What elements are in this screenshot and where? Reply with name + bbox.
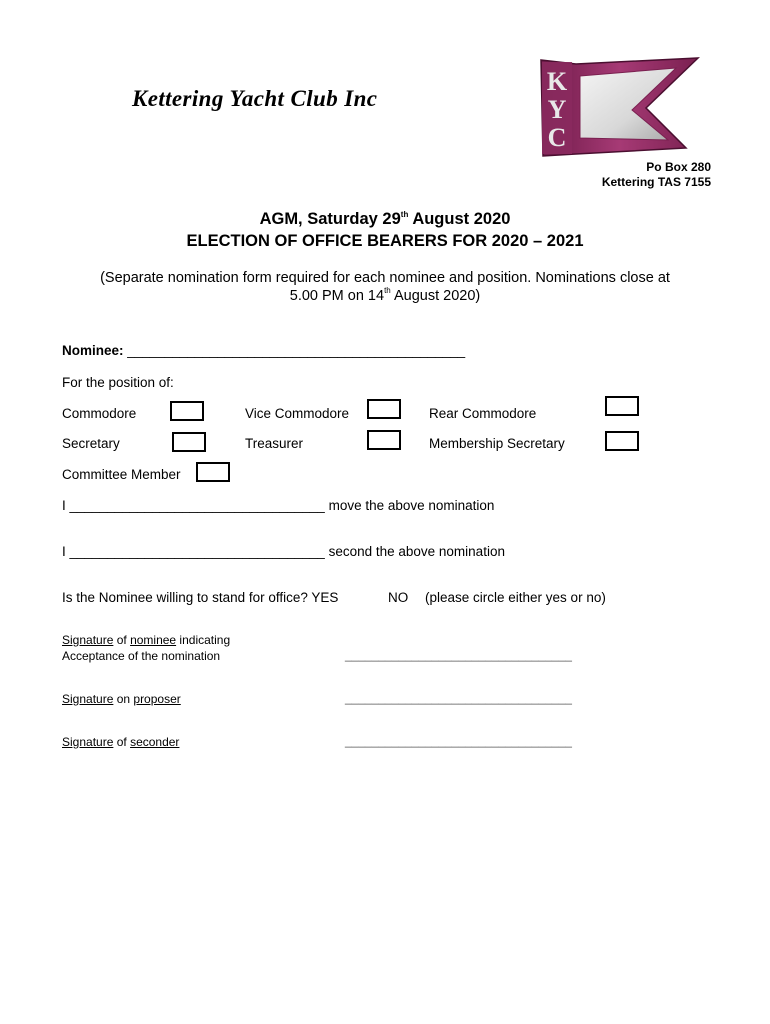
membership-secretary-checkbox[interactable] [605, 431, 639, 451]
willing-question: Is the Nominee willing to stand for office? YES [62, 590, 339, 605]
committee-member-label: Committee Member [62, 467, 181, 482]
membership-secretary-label: Membership Secretary [429, 436, 565, 451]
secretary-label: Secretary [62, 436, 120, 451]
commodore-label: Commodore [62, 406, 137, 421]
rear-commodore-label: Rear Commodore [429, 406, 537, 421]
vice-commodore-checkbox[interactable] [367, 399, 401, 419]
rear-commodore-checkbox[interactable] [605, 396, 639, 416]
kyc-logo [536, 56, 704, 160]
secretary-checkbox[interactable] [172, 432, 206, 452]
position-label: For the position of: [62, 375, 174, 390]
sig-proposer-field[interactable]: __________________________________ [345, 691, 572, 705]
commodore-checkbox[interactable] [170, 401, 204, 421]
treasurer-checkbox[interactable] [367, 430, 401, 450]
sig-seconder-field[interactable]: __________________________________ [345, 734, 572, 748]
agm-title-text: AGM, Saturday 29 [259, 210, 401, 228]
treasurer-label: Treasurer [245, 436, 304, 451]
address-town: Kettering TAS 7155 [601, 175, 711, 189]
mover-row [62, 498, 494, 513]
nominee-row [62, 343, 465, 358]
seconder-suffix: second the above nomination [328, 544, 505, 559]
note-line-1: (Separate nomination form required for each nominee and position. Nominations close at [100, 270, 670, 286]
club-address [602, 160, 711, 190]
sig-nominee-label: Signature of nominee indicating Acceptance of the nomination [62, 633, 231, 663]
willing-no[interactable]: NO [388, 590, 409, 605]
agm-title [0, 210, 770, 229]
election-title: ELECTION OF OFFICE BEARERS FOR 2020 – 2021 [186, 232, 584, 250]
mover-prefix: I [62, 498, 66, 513]
nominee-field[interactable]: _____________________________________________ [127, 343, 466, 358]
nominee-label: Nominee: [62, 343, 124, 358]
seconder-field[interactable]: __________________________________ [69, 544, 325, 559]
note-line-2: 5.00 PM on 14th August 2020) [289, 286, 481, 304]
sig-nominee-field[interactable]: __________________________________ [345, 648, 572, 662]
vice-commodore-label: Vice Commodore [245, 406, 350, 421]
logo-letter-k: K [546, 67, 568, 96]
logo-letter-c: C [547, 123, 567, 152]
seconder-prefix: I [62, 544, 66, 559]
logo-letter-y: Y [547, 95, 567, 124]
seconder-row [62, 544, 505, 559]
sig-seconder-label: Signature of seconder [62, 735, 180, 749]
agm-title-sup: th [400, 210, 409, 219]
mover-suffix: move the above nomination [328, 498, 495, 513]
sig-proposer-label: Signature on proposer [62, 692, 181, 706]
mover-field[interactable]: __________________________________ [69, 498, 325, 513]
club-name: Kettering Yacht Club Inc [132, 86, 378, 111]
address-po-box: Po Box 280 [646, 160, 711, 174]
committee-member-checkbox[interactable] [196, 462, 230, 482]
nomination-note [60, 269, 710, 305]
agm-title-month: August 2020 [408, 210, 511, 228]
willing-hint: (please circle either yes or no) [425, 590, 606, 605]
